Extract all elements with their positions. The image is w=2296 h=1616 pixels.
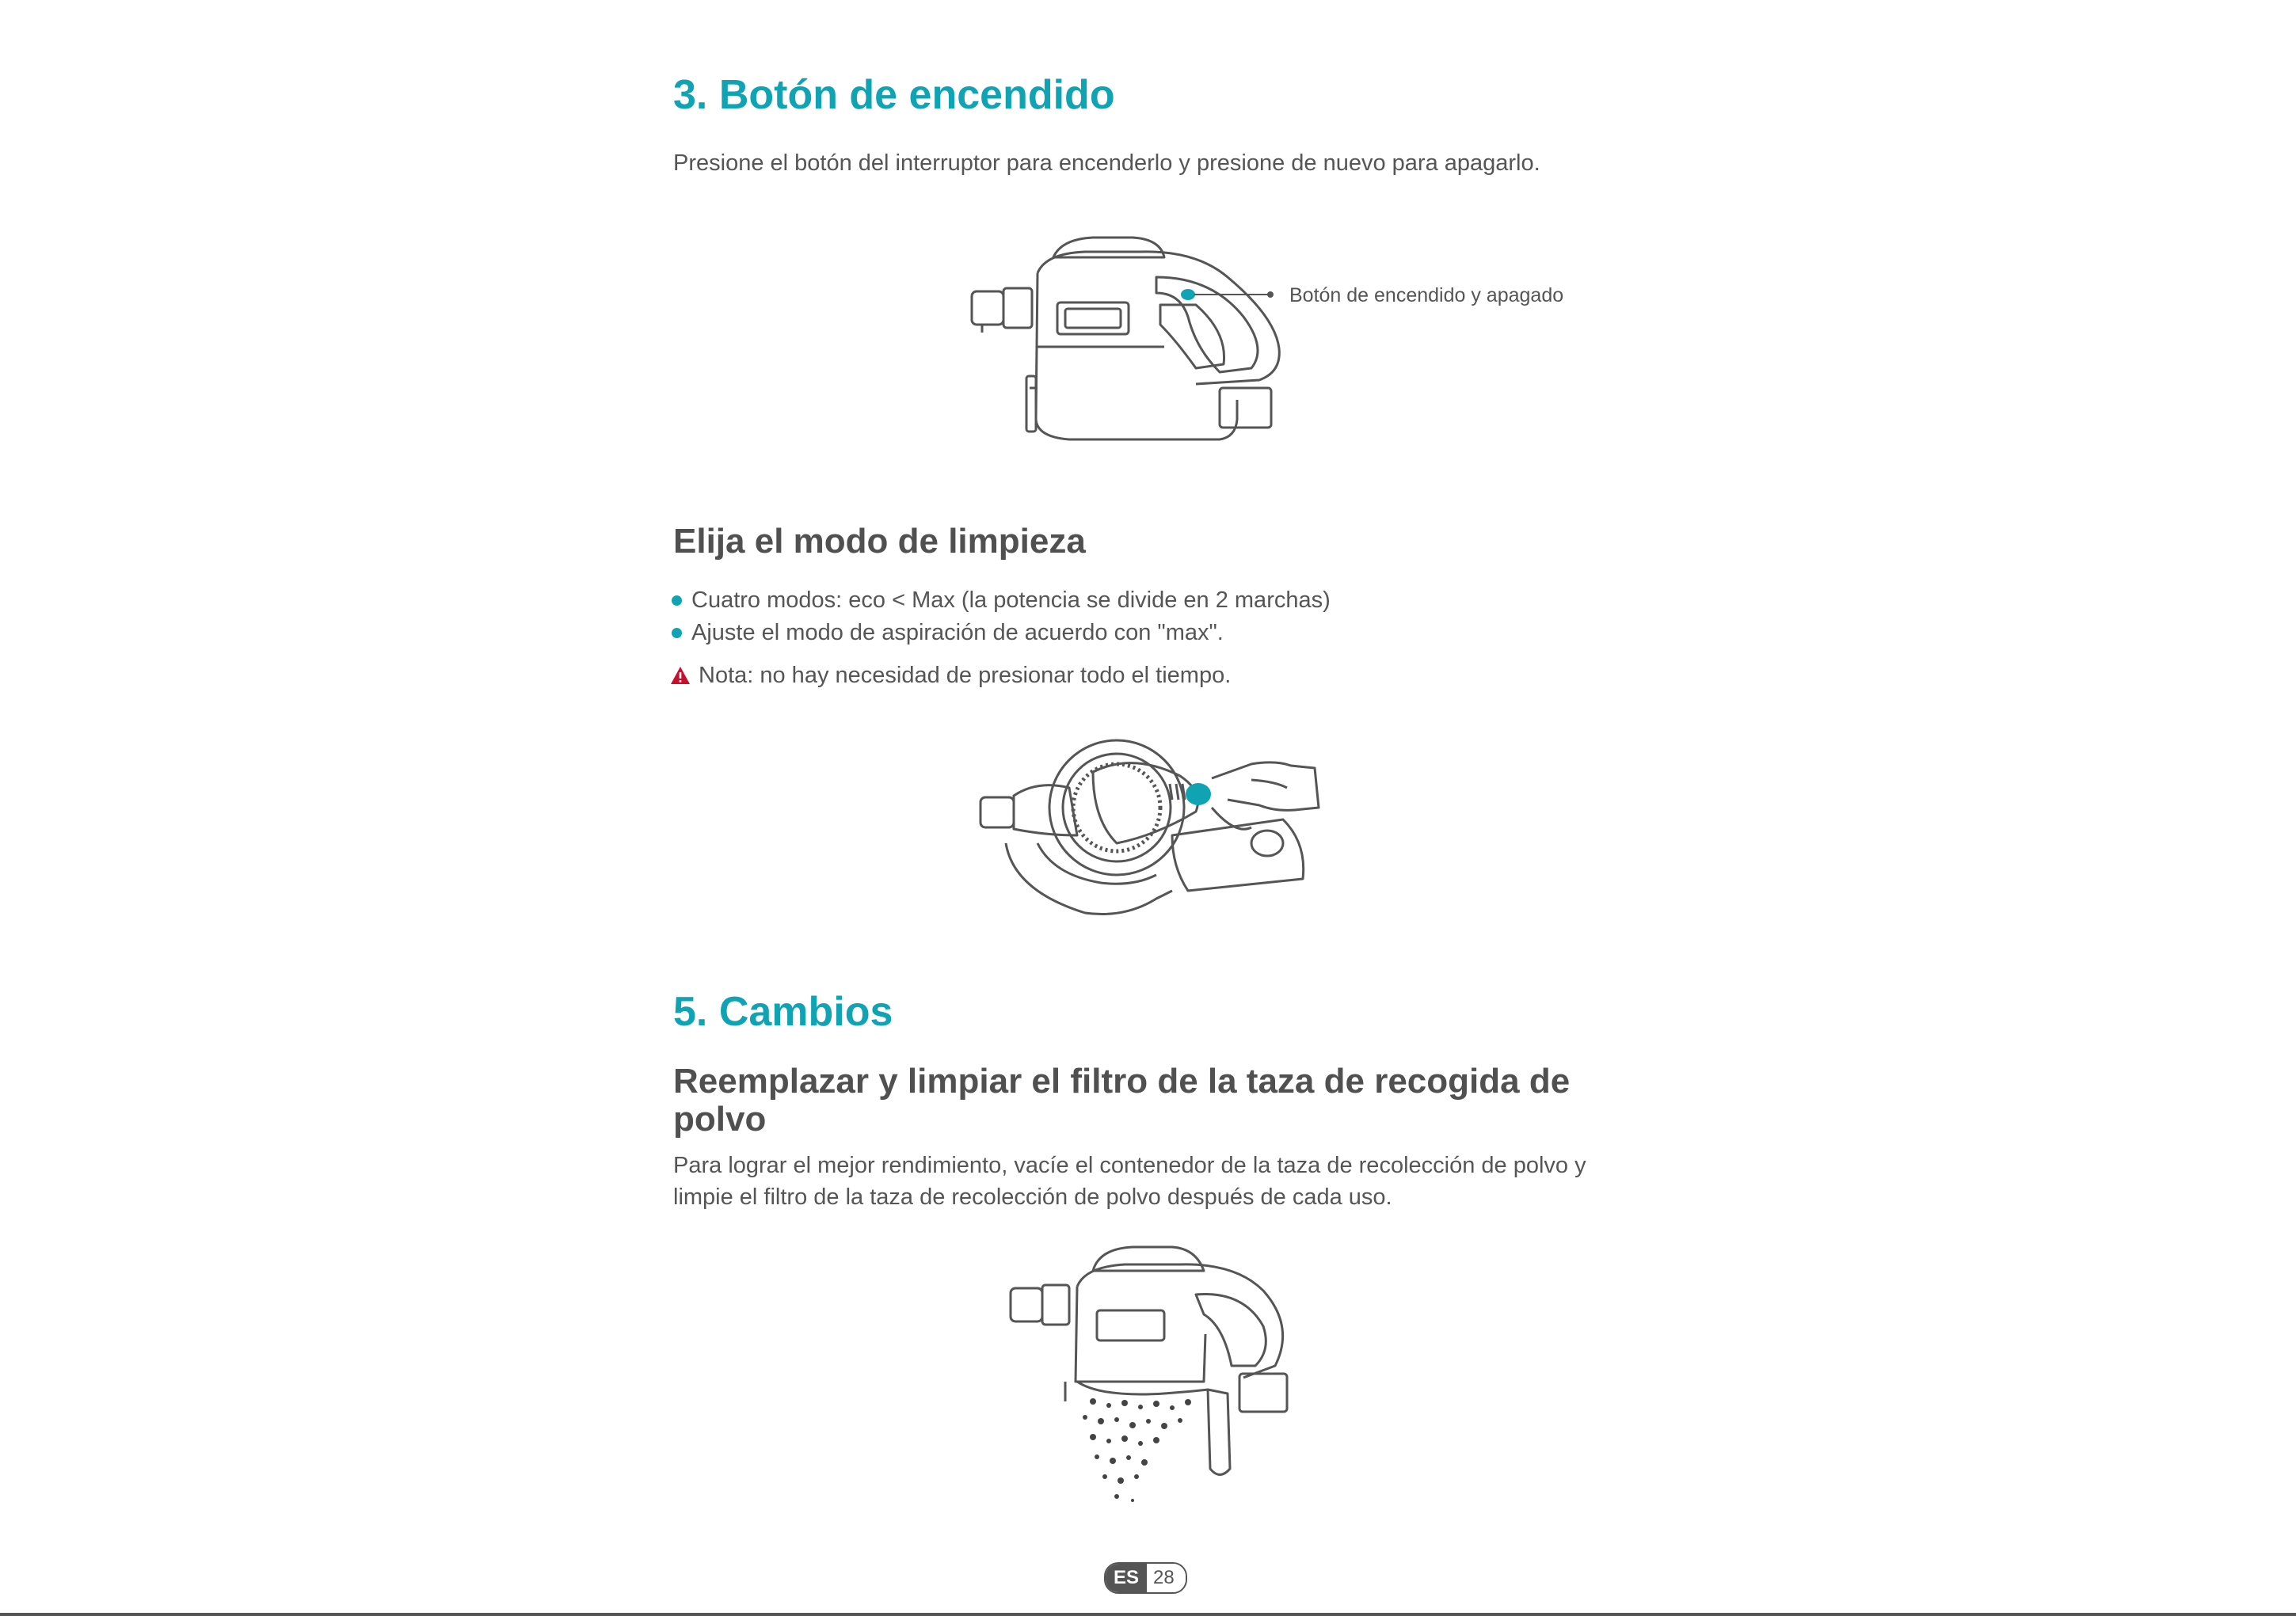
filter-cleaning-heading-line2: polvo [673, 1100, 767, 1139]
warning-icon [670, 666, 691, 685]
section-3-heading: 3. Botón de encendido [673, 72, 1115, 118]
list-item: Cuatro modos: eco < Max (la potencia se divide en 2 marchas) [672, 584, 1331, 617]
cleaning-mode-heading: Elija el modo de limpieza [673, 522, 1086, 561]
cleaning-mode-list [672, 584, 1331, 649]
power-button-callout-label: Botón de encendido y apagado [1289, 284, 1564, 306]
bottom-divider [0, 1613, 2296, 1616]
bullet-dot-icon [672, 628, 682, 638]
page-number: 28 [1147, 1564, 1186, 1592]
filter-cleaning-paragraph-line2: limpie el filtro de la taza de recolección de polvo después de cada uso. [673, 1184, 1392, 1210]
power-button-instruction: Presione el botón del interruptor para encenderlo y presione de nuevo para apagarlo. [673, 150, 1540, 176]
page-number-badge [1104, 1562, 1187, 1594]
note-line: Nota: no hay necesidad de presionar todo el tiempo. [670, 660, 1231, 691]
vacuum-mode-button-illustration [974, 732, 1323, 926]
filter-cleaning-paragraph-line1: Para lograr el mejor rendimiento, vacíe el contenedor de la taza de recolección de polvo y [673, 1153, 1586, 1178]
language-code: ES [1106, 1564, 1147, 1592]
list-item: Ajuste el modo de aspiración de acuerdo con "max". [672, 617, 1331, 649]
vacuum-power-button-illustration [958, 230, 1307, 451]
filter-cleaning-heading-line1: Reemplazar y limpiar el filtro de la taza de recogida de [673, 1062, 1571, 1101]
section-5-heading: 5. Cambios [673, 989, 893, 1035]
dust-cup-emptying-illustration [1006, 1239, 1291, 1516]
bullet-dot-icon [672, 595, 682, 606]
